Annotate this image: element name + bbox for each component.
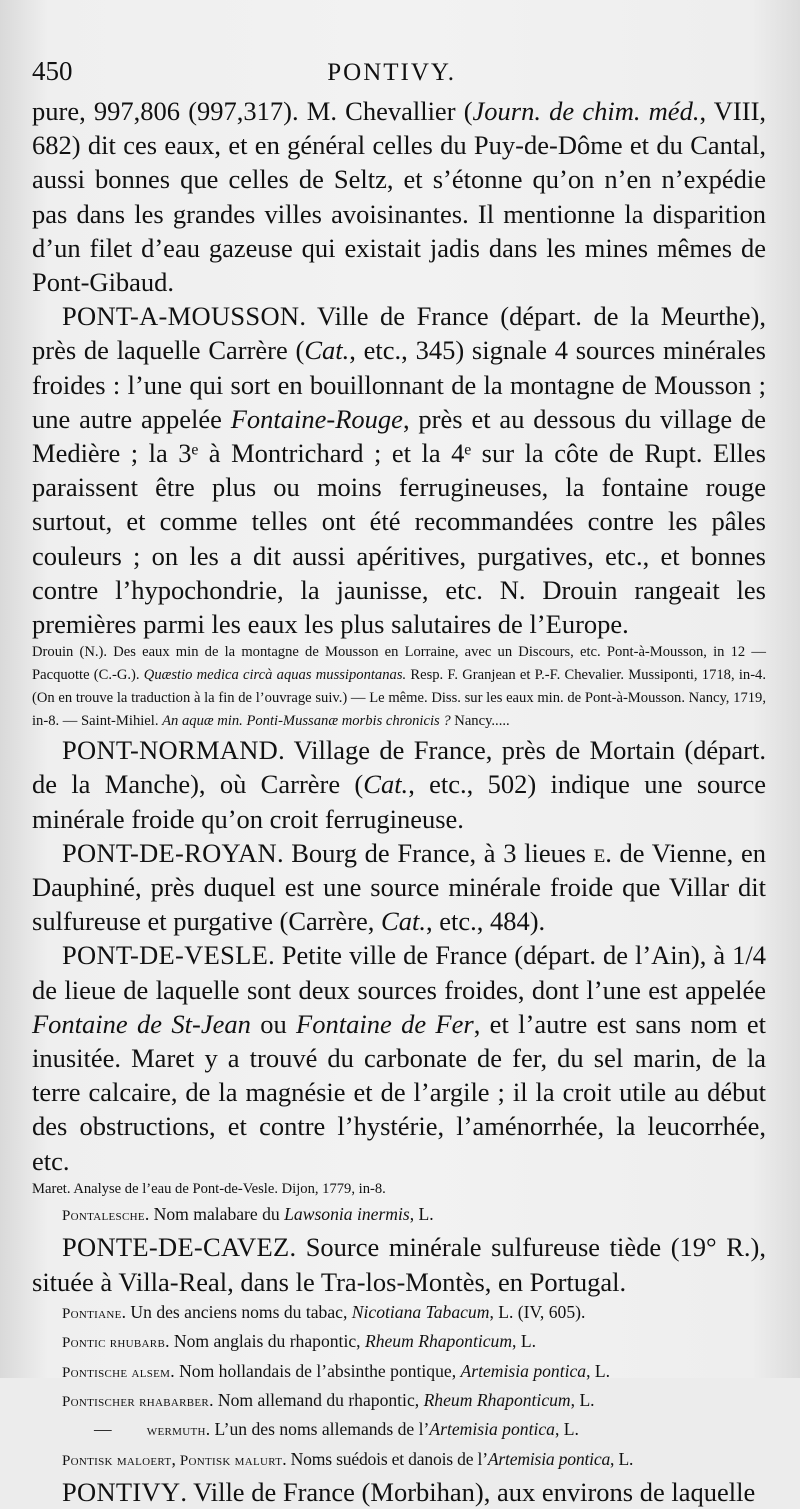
text: , L. (570, 1389, 595, 1410)
journal-title: Journ. de chim. méd. (472, 96, 700, 126)
reference-block (32, 641, 766, 733)
citation-abbrev: Cat. (304, 335, 350, 366)
text: Nancy..... (450, 713, 510, 730)
text: . Un des anciens noms du tabac, (121, 1301, 352, 1322)
latin-name: Rheum Rhaponticum (423, 1389, 571, 1410)
latin-name: Artemisia pontica (429, 1419, 555, 1440)
text: , près et au dessous du village de Medière ; la 3ᵉ à Montrichard ; et la 4ᵉ sur la côte de Rupt. Elles paraissent être plus ou moins ferrugineuses, la fontaine rouge surtout, et comme telles ont été recommandées contre les pâles couleurs ; on les a dit aussi apéritives, purgatives, etc., et bonnes contre l’hypochondrie, la jaunisse, etc. N. Drouin rangeait les premières parmi les eaux les plus salutaires de l’Europe. (32, 403, 766, 640)
headword: Pontische alsem (62, 1364, 171, 1381)
headword: Pontic rhubarb (62, 1335, 166, 1352)
text: , L. (586, 1360, 611, 1381)
ditto-dash: — (94, 1419, 112, 1440)
text: Drouin (N.). Des eaux min de la montagne de Mousson en Lorraine, avec un Discours, etc. Pont-à-Mousson, in 12 — Pacquotte (C.-G.). (32, 644, 766, 684)
text: pure, 997,806 (997,317). M. Chevallier ( (32, 96, 473, 126)
entry-pontivy (32, 1475, 766, 1509)
page-header (32, 56, 766, 94)
text: . Village de France, près de Mortain (départ. de la Manche), où Carrère ( (32, 735, 766, 800)
paragraph-continuation (32, 94, 766, 299)
separator: , (171, 1448, 180, 1469)
text: Resp. F. Granjean et P.-F. Chevalier. Mussiponti, 1718, in-4. (On en trouve la traduction à la fin de l’ouvrage suiv.) — Le même. Diss. sur les eaux min. de Pont-à-Mousson. Nancy, 1719, in-8. — Saint-Mihiel. (32, 667, 766, 730)
text: de Vienne, en Dauphiné, près duquel est une source minérale froide que Villar dit sulfureuse et purgative (Carrère, (32, 837, 766, 937)
headword: Pontiane (62, 1305, 122, 1322)
text: . Ville de France (départ. de la Meurthe), près de laquelle Carrère ( (32, 301, 766, 366)
headword: PONT-DE-ROYAN (62, 837, 277, 868)
spring-name: Fontaine-Rouge (230, 403, 403, 434)
headword: PONTIVY (62, 1477, 181, 1508)
headword: PONT-A-MOUSSON (62, 301, 300, 332)
text: , etc., 484). (425, 906, 546, 937)
citation-abbrev: Cat. (363, 769, 409, 800)
latin-name: Rheum Rhaponticum (364, 1331, 513, 1352)
headword: Pontisk malurt (179, 1452, 283, 1469)
entry-pontischer-rhabarber (32, 1387, 766, 1416)
entry-pont-de-royan (32, 836, 766, 939)
text: . Nom malabare du (144, 1203, 285, 1224)
entry-pontischer-wermuth (32, 1416, 766, 1445)
text: . Nom allemand du rhapontic, (209, 1389, 424, 1410)
entry-pont-de-vesle (32, 938, 766, 1177)
latin-name: Artemisia pontica (487, 1448, 611, 1469)
entry-pont-a-mousson (32, 299, 766, 641)
headword: PONTE-DE-CAVEZ (62, 1232, 290, 1263)
text: , L. (512, 1331, 536, 1352)
text: . Petite ville de France (départ. de l’Ain), à 1/4 de lieue de laquelle sont deux sources froides, dont l’une est appelée (32, 940, 766, 1005)
latin-name: Nicotiana Tabacum (351, 1301, 490, 1322)
headword: Pontischer rhabarber (62, 1393, 210, 1410)
entry-pontalesche (32, 1201, 766, 1230)
text: , et l’autre est sans nom et inusitée. Maret y a trouvé du carbonate de fer, du sel marin, de la terre calcaire, de la magnésie et de l’argile ; il la croit utile au début des obstructions, et contre l’hystérie, l’aménorrhée, la leucorrhée, etc. (32, 1008, 766, 1176)
text: , etc., 502) indique une source minérale froide qu’on croit ferrugineuse. (32, 769, 766, 834)
headword: PONT-NORMAND (62, 735, 279, 766)
text: . Noms suédois et danois de l’ (282, 1448, 488, 1469)
citation-abbrev: Cat. (381, 906, 426, 937)
text: , L. (554, 1419, 579, 1440)
page-number: 450 (32, 56, 73, 86)
headword: Pontalesche (62, 1207, 145, 1224)
entry-pontiane (32, 1299, 766, 1328)
text: , VIII, 682) dit ces eaux, et en général celles du Puy-de-Dôme et du Cantal, aussi bonnes que celles de Seltz, et s’étonne qu’on n’en n’expédie pas dans les grandes villes avoisinantes. Il mentionne la disparition d’un filet d’eau gazeuse qui existait jadis dans les mines mêmes de Pont-Gibaud. (32, 96, 767, 298)
headword: PONT-DE-VESLE (62, 940, 269, 971)
text: . Nom anglais du rhapontic, (165, 1331, 365, 1352)
spring-name: Fontaine de St-Jean (32, 1008, 251, 1039)
text: . Source minérale sulfureuse tiède (19° R.), située à Villa-Real, dans le Tra-los-Montès, en Portugal. (32, 1232, 766, 1297)
text: . Nom hollandais de l’absinthe pontique, (170, 1360, 461, 1381)
entry-pontic-rhubarb (32, 1328, 766, 1357)
entry-pont-normand (32, 733, 766, 836)
headword: Pontisk maloert (62, 1452, 172, 1469)
work-title: An aquæ min. Ponti-Mussanæ morbis chronicis ? (162, 713, 451, 730)
work-title: Quæstio medica circà aquas mussipontanas. (143, 667, 407, 684)
text: . L’un des noms allemands de l’ (205, 1419, 430, 1440)
entry-ponte-de-cavez (32, 1230, 766, 1298)
text: ou (250, 1008, 297, 1039)
entry-pontische-alsem (32, 1358, 766, 1387)
text: . Bourg de France, à 3 lieues (276, 837, 594, 868)
text: , etc., 345) signale 4 sources minérales froides : l’une qui sort en bouillonnant de la montagne de Mousson ; une autre appelée (32, 335, 766, 434)
entry-pontisk (32, 1446, 766, 1475)
direction: e. (593, 837, 612, 868)
latin-name: Lawsonia inermis (284, 1203, 410, 1224)
text: , L. (610, 1448, 634, 1469)
text: . Ville de France (Morbihan), aux environs de laquelle (180, 1477, 756, 1508)
text: , L. (IV, 605). (489, 1301, 586, 1322)
latin-name: Artemisia pontica (460, 1360, 587, 1381)
reference-block: Maret. Analyse de l’eau de Pont-de-Vesle. Dijon, 1779, in-8. (32, 1180, 386, 1197)
headword: wermuth (146, 1423, 206, 1440)
page-body (32, 94, 766, 1509)
running-head: PONTIVY. (327, 59, 456, 86)
spring-name: Fontaine de Fer (296, 1008, 474, 1039)
text: , L. (409, 1203, 434, 1224)
